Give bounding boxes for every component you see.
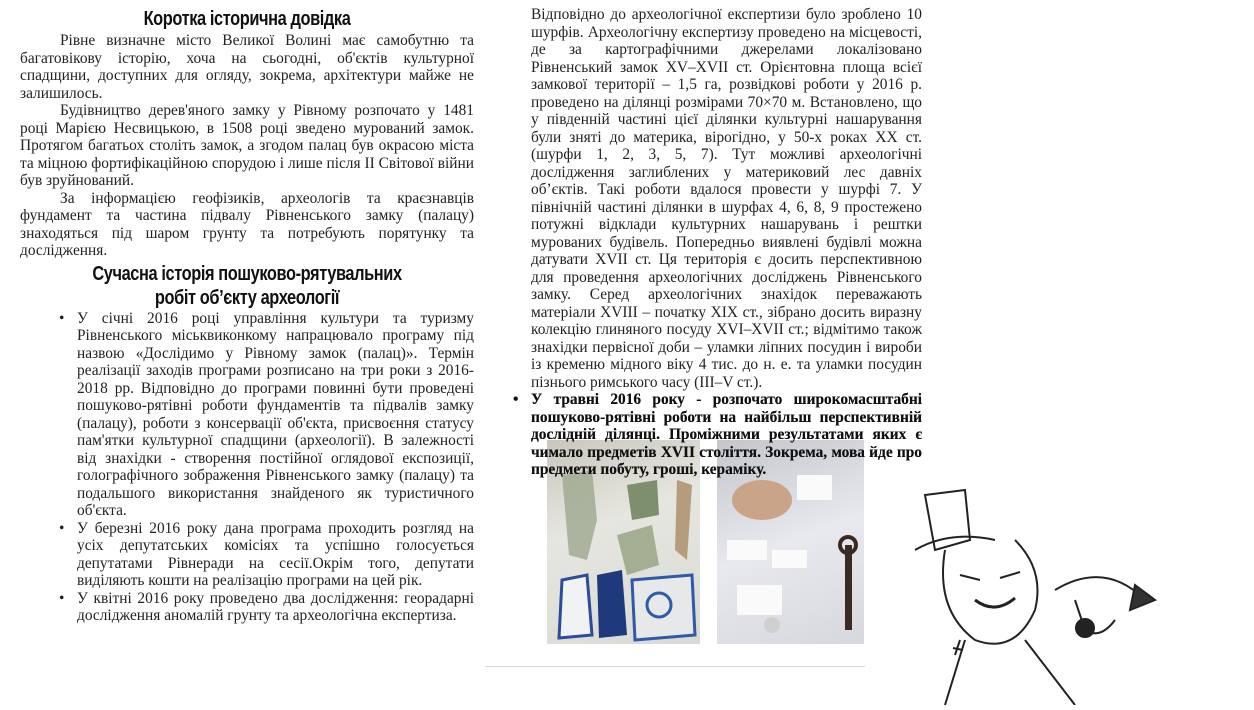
history-paragraph: Будівництво дерев'яного замку у Рівному розпочато у 1481 році Марією Несвицькою, в 1508 році зведено мурований замок. Протягом багатьох століть замок, а згодом палац був окрасою міста та міцною фортифікаційною спорудою і лише після II Світової війни був зруйнований. (20, 102, 474, 189)
list-item: • У травні 2016 року - розпочато широкомасштабні пошуково-рятівні роботи на найбільш перспективній дослідній ділянці. Проміжними результатами яких є чимало предметів XVII століття. Зокрема, мова йде про предмети побуту, гроші, кераміку. (531, 391, 922, 479)
section-title-line-2: робіт об’єкту археології (154, 286, 340, 309)
list-item: • У березні 2016 року дана програма проходить розгляд на усіх депутатських комісіях та успішно голосується депутатами Рівнеради на сесії.Окрім того, депутати виділяють кошти на реалізацію програми на цей рік. (77, 520, 474, 590)
right-column (531, 6, 922, 479)
section-title (61, 262, 433, 310)
timeline-list-continued (531, 391, 922, 479)
list-item: • У квітні 2016 року проведено два дослідження: георадарні дослідження аномалій грунту та археологічна експертиза. (77, 590, 474, 625)
research-paragraph: За інформацією геофізиків, археологів та краєзнавців фундамент та частина підвалу Рівненського замку (палацу) знаходяться під шаром грунту та потребують порятунку та дослідження. (20, 189, 474, 259)
left-column (20, 6, 474, 625)
timeline-list (20, 310, 474, 625)
section-title-line-1: Сучасна історія пошуково-рятувальних (92, 262, 402, 285)
cartoon-character-illustration (905, 480, 1254, 705)
list-item: • У січні 2016 році управління культури та туризму Рівненського міськвиконкому напрацювало програму під назвою «Дослідимо у Рівному замок (палац)». Термін реалізації заходів програми розписано на три роки з 2016-2018 рр. Відповідно до програми повинні бути проведені пошуково-рятівні роботи фундаментів та підвалів замку (палацу), роботи з консервації об'єкта, присвоєння статусу пам'ятки культурної спадщини (археології). В залежності від знахідки - створення постійної оглядової експозиції, голографічного зображення Рівненського замку (палацу) та подальшого використання знайденого як туристичного об'єкта. (77, 310, 474, 520)
expertise-paragraph: Відповідно до археологічної експертизи було зроблено 10 шурфів. Археологічну експертизу проведено на місцевості, де за картографічними джерелами локалізовано Рівненський замок XV–XVII ст. Орієнтовна площа всієї замкової території – 1,5 га, розвідкові роботи у 2016 р. проведено на ділянці розмірами 70×70 м. Встановлено, що у південній частині цієї ділянки культурні нашарування були зняті до материка, вірогідно, у 50-х роках XX ст. (шурфи 1, 2, 3, 5, 7). Тут можливі археологічні дослідження заглиблених у материковий лес давніх об’єктів. Такі роботи вдалося провести у шурфі 7. У північній частині ділянки в шурфах 4, 6, 8, 9 простежено потужні відклади культурних нашарувань і рештки мурованих будівель. Попередньо виявлені будівлі можна датувати XVII ст. Ця територія є досить перспективною для проведення археологічних досліджень Рівненського замку. Серед археологічних знахідок переважають матеріали XVIII – початку XIX ст., зібрано досить виразну колекцію глиняного посуду XVI–XVII ст.; відмітимо також знахідки первісної доби – уламки ліпних посудин і вироби із кременю мідного віку 4 тис. до н. е. та уламки посудин пізнього римського часу (III–V ст.). (531, 6, 922, 391)
page-title: Коротка історична довідка (143, 8, 351, 30)
intro-paragraph: Рівне визначне місто Великої Волині має самобутню та багатовікову історію, хоча на сьогодні, об'єктів культурної спадщини, доступних для огляду, зокрема, архітектури майже не залишилось. (20, 32, 474, 102)
divider (485, 666, 865, 667)
